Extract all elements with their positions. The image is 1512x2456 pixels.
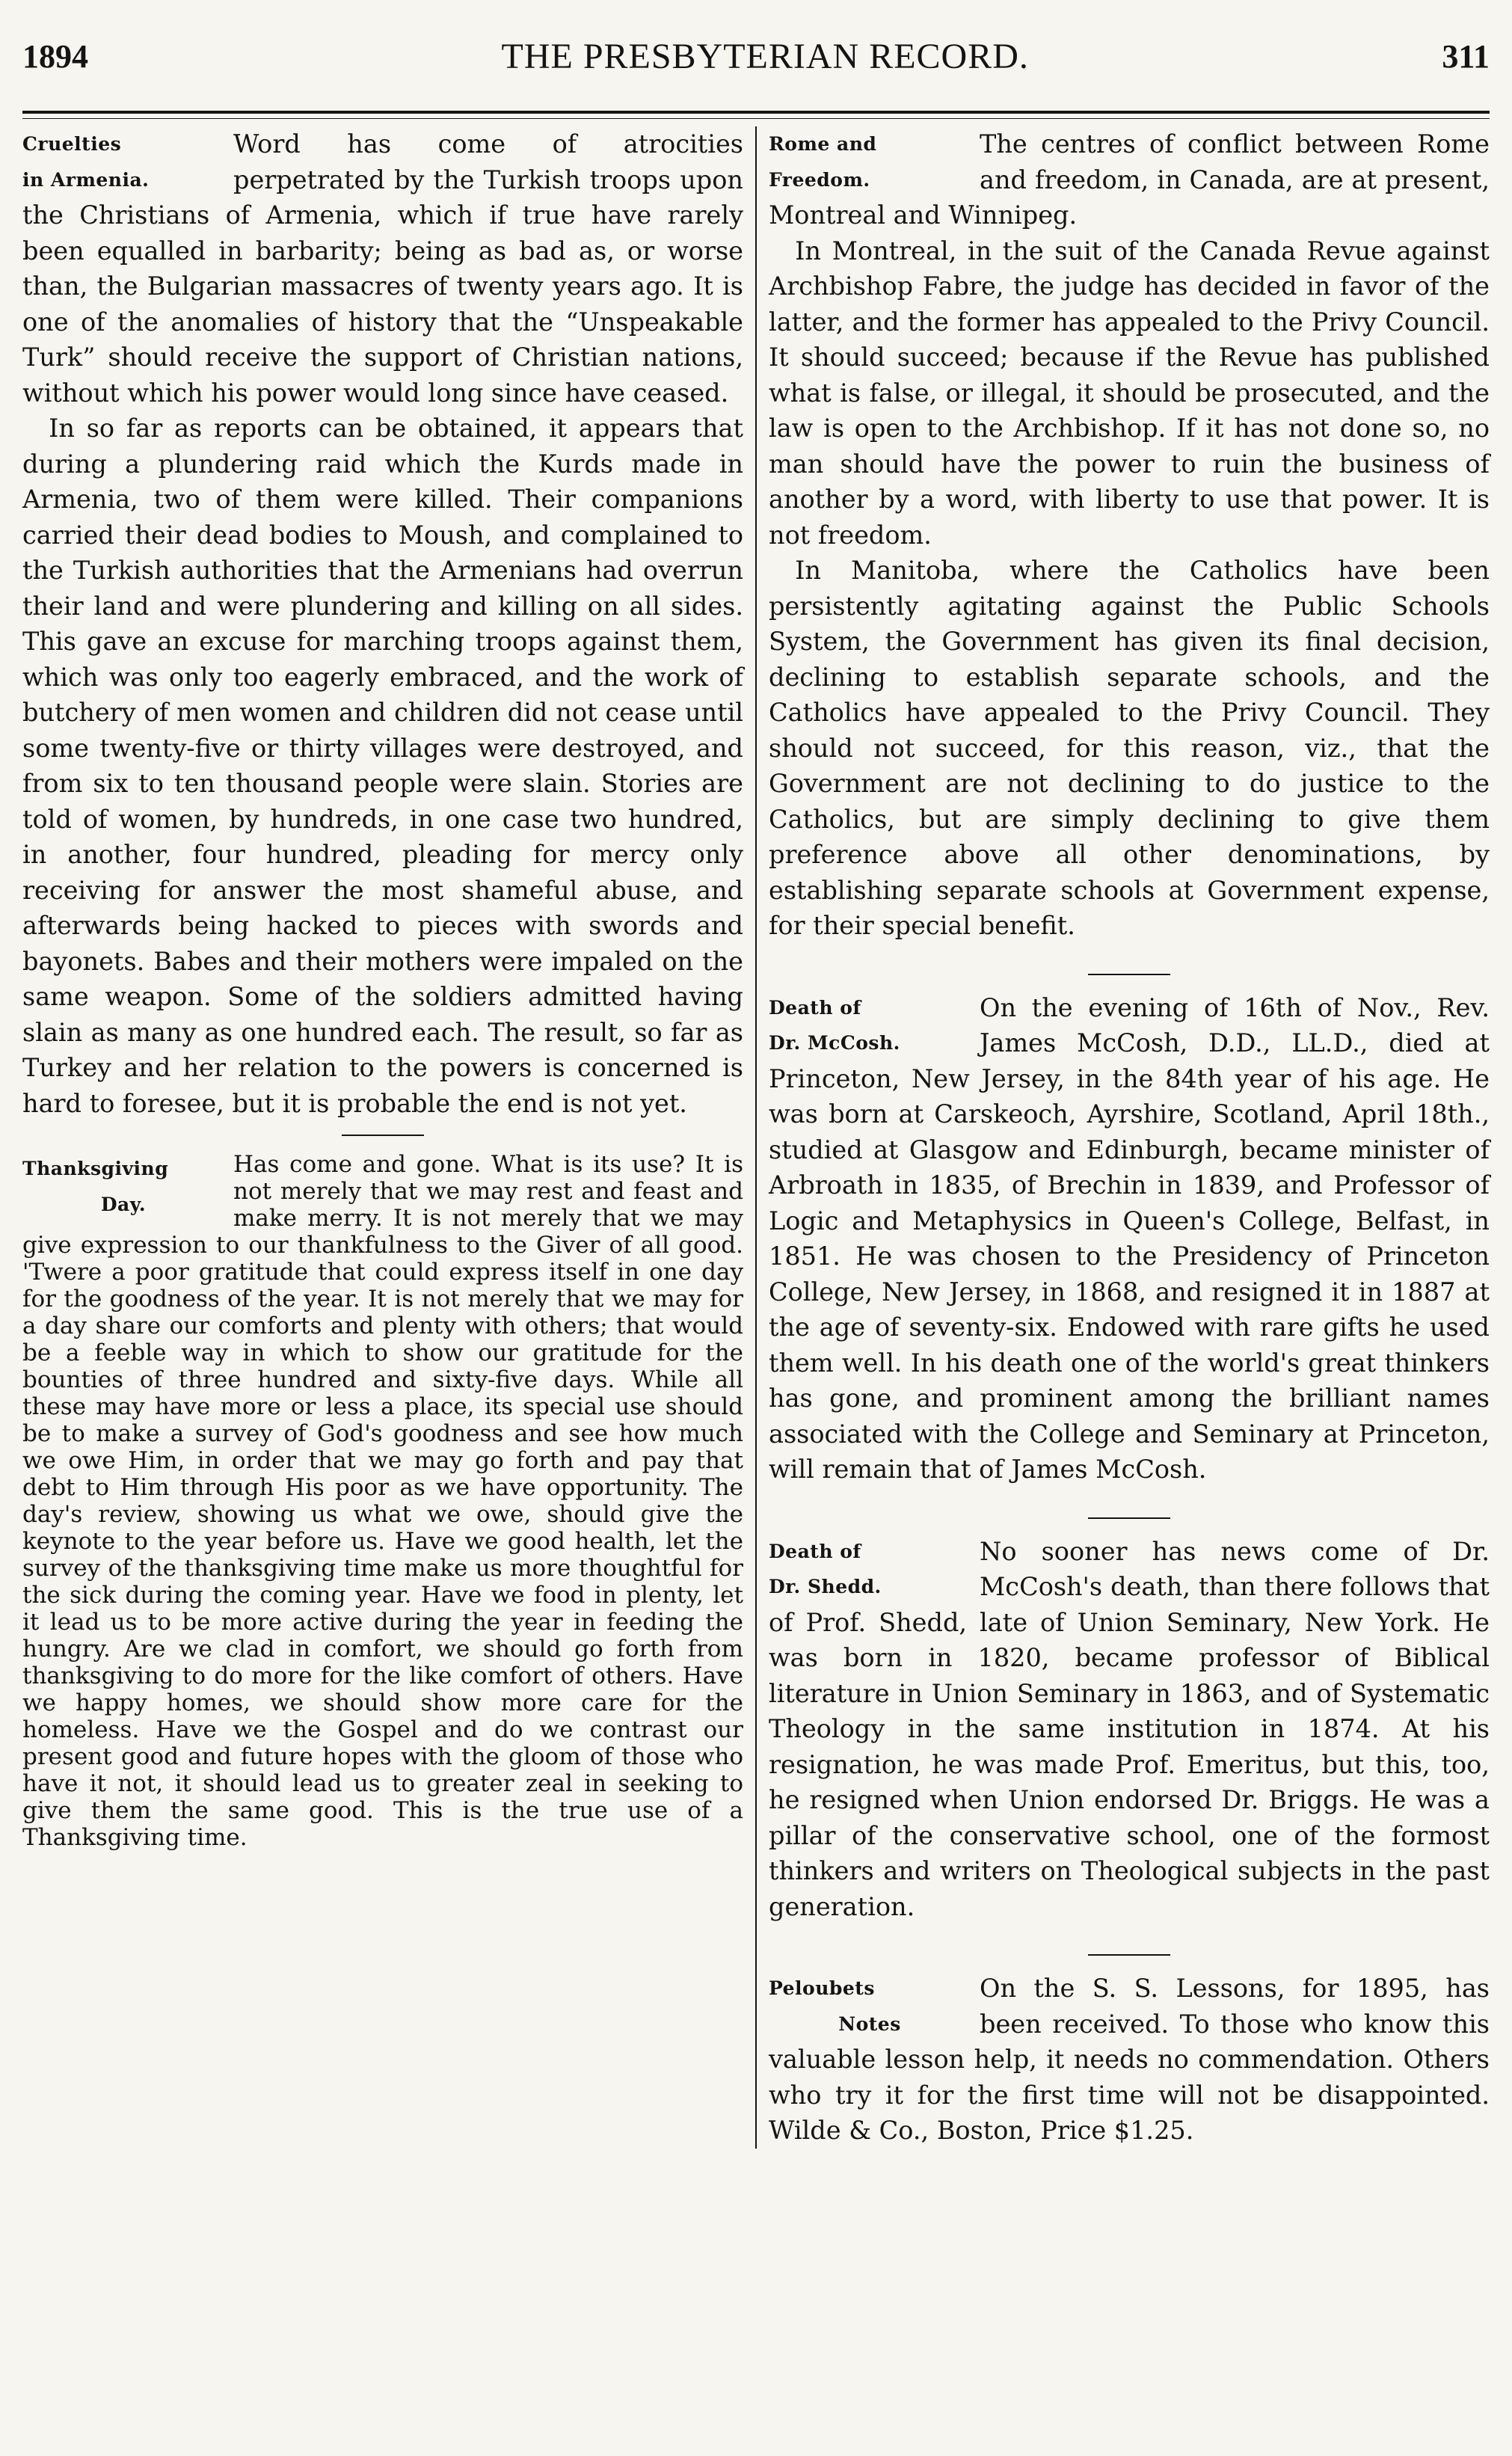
article-paragraph: On the evening of 16th of Nov., Rev. James McCosh, D.D., LL.D., died at Princeton, New Jersey, in the 84th year of his age. He was born at Carskeoch, Ayrshire, Scotland, April 18th., studied at Glasgow and Edinburgh, became minister of Arbroath in 1835, of Brechin in 1839, and Professor of Logic and Metaphysics in Queen's College, Belfast, in 1851. He was chosen to the Presidency of Princeton College, New Jersey, in 1868, and resigned it in 1887 at the age of seventy-six. Endowed with rare gifts he used them well. In his death one of the world's great thinkers has gone, and prominent among the brilliant names associated with the College and Seminary at Princeton, will remain that of James McCosh. (769, 992, 1490, 1484)
article-rome (769, 126, 1490, 944)
heading-line-2: Dr. Shedd. (769, 1576, 882, 1597)
article-mccosh (769, 990, 1490, 1488)
article-heading (769, 990, 971, 1061)
article-paragraph: No sooner has news come of Dr. McCosh's death, than there follows that of Prof. Shedd, late of Union Seminary, New York. He was born in 1820, became professor of Biblical literature in Union Seminary in 1863, and of Systematic Theology in the same institution in 1874. At his resignation, he was made Prof. Emeritus, but this, too, he resigned when Union endorsed Dr. Briggs. He was a pillar of the conservative school, one of the formost thinkers and writers on Theological subjects in the past generation. (769, 1536, 1490, 1921)
article-paragraph: In Manitoba, where the Catholics have been persistently agitating against the Public Schools System, the Government has given its final decision, declining to establish separate schools, and the Catholics have appealed to the Privy Council. They should not succeed, for this reason, viz., that the Government are not declining to do justice to the Catholics, but are simply declining to give them preference above all other denominations, by establishing separate schools at Government expense, for their special benefit. (769, 556, 1490, 940)
article-heading (22, 126, 224, 197)
heading-line-1: Rome and (769, 133, 877, 155)
heading-line-1: Cruelties (22, 133, 122, 155)
header-rule (22, 111, 1490, 114)
article-separator (1088, 1954, 1170, 1956)
right-column (755, 126, 1490, 2149)
left-column (22, 126, 755, 2149)
article-armenia (22, 126, 743, 1121)
article-paragraph: Word has come of atrocities perpetrated by the Turkish troops upon the Christians of Armenia, which if true have rarely been equalled in barbarity; being as bad as, or worse than, the Bulgarian massacres of twenty years ago. It is one of the anomalies of history that the “Unspeakable Turk” should receive the support of Christian nations, without which his power would long since have ceased. (22, 129, 743, 408)
article-heading (769, 1534, 971, 1605)
article-paragraph: The centres of conflict between Rome and freedom, in Canada, are at present, Montreal and Winnipeg. (769, 129, 1490, 230)
article-separator (1088, 974, 1170, 975)
publication-title: THE PRESBYTERIAN RECORD. (501, 36, 1029, 76)
article-shedd (769, 1534, 1490, 1925)
article-thanksgiving (22, 1151, 743, 1851)
heading-line-1: Thanksgiving (22, 1158, 169, 1179)
article-paragraph: On the S. S. Lessons, for 1895, has been received. To those who know this valuable lesson help, it needs no commendation. Others who try it for the first time will not be disappointed. Wilde & Co., Boston, Price $1.25. (769, 1974, 1490, 2145)
heading-line-1: Death of (769, 996, 861, 1019)
heading-line-2: in Armenia. (22, 168, 150, 191)
heading-line-2: Day. (100, 1193, 147, 1215)
page-number: 311 (1442, 37, 1490, 75)
article-separator (342, 1135, 424, 1136)
article-paragraph: In Montreal, in the suit of the Canada Revue against Archbishop Fabre, the judge has decided in favor of the latter, and the former has appealed to the Privy Council. It should succeed; because if the Revue has published what is false, or illegal, it should be prosecuted, and the law is open to the Archbishop. If it has not done so, no man should have the power to ruin the business of another by a word, with liberty to use that power. It is not freedom. (769, 236, 1490, 550)
article-heading (22, 1151, 224, 1222)
article-paragraph: Has come and gone. What is its use? It is not merely that we may rest and feast and make merry. It is not merely that we may give expression to our thankfulness to the Giver of all good. 'Twere a poor gratitude that could express itself in one day for the goodness of the year. It is not merely that we may for a day share our comforts and plenty with others; that would be a feeble way in which to show our gratitude for the bounties of three hundred and sixty-five days. While all these may have more or less a place, its special use should be to make a survey of God's goodness and see how much we owe Him, in order that we may go forth and pay that debt to Him through His poor as we have opportunity. The day's review, showing us what we owe, should give the keynote to the year before us. Have we good health, let the survey of the thanksgiving time make us more thoughtful for the sick during the coming year. Have we food in plenty, let it lead us to be more active during the year in feeding the hungry. Are we clad in comfort, we should go forth from thanksgiving to do more for the like comfort of others. Have we happy homes, we should show more care for the homeless. Have we the Gospel and do we contrast our present good and future hopes with the gloom of those who have it not, it should lead us to greater zeal in seeking to give them the same good. This is the true use of a Thanksgiving time. (22, 1151, 743, 1851)
page-header (22, 30, 1490, 82)
heading-line-2: Notes (838, 2013, 901, 2035)
article-peloubet (769, 1971, 1490, 2149)
heading-line-1: Death of (769, 1540, 861, 1562)
heading-line-2: Freedom. (769, 168, 870, 191)
heading-line-2: Dr. McCosh. (769, 1032, 900, 1054)
article-heading (769, 126, 971, 197)
article-heading (769, 1971, 971, 2042)
article-separator (1088, 1517, 1170, 1519)
header-rule-thin (22, 118, 1490, 119)
header-year: 1894 (22, 37, 88, 75)
columns (22, 126, 1490, 2149)
heading-line-1: Peloubets (769, 1977, 875, 1999)
article-paragraph: In so far as reports can be obtained, it appears that during a plundering raid which the Kurds made in Armenia, two of them were killed. Their companions carried their dead bodies to Moush, and complained to the Turkish authorities that the Armenians had overrun their land and were plundering and killing on all sides. This gave an excuse for marching troops against them, which was only too eagerly embraced, and the work of butchery of men women and children did not cease until some twenty-five or thirty villages were destroyed, and from six to ten thousand people were slain. Stories are told of women, by hundreds, in one case two hundred, in another, four hundred, pleading for mercy only receiving for answer the most shameful abuse, and afterwards being hacked to pieces with swords and bayonets. Babes and their mothers were impaled on the same weapon. Some of the soldiers admitted having slain as many as one hundred each. The result, so far as Turkey and her relation to the powers is concerned is hard to foresee, but it is probable the end is not yet. (22, 414, 743, 1118)
